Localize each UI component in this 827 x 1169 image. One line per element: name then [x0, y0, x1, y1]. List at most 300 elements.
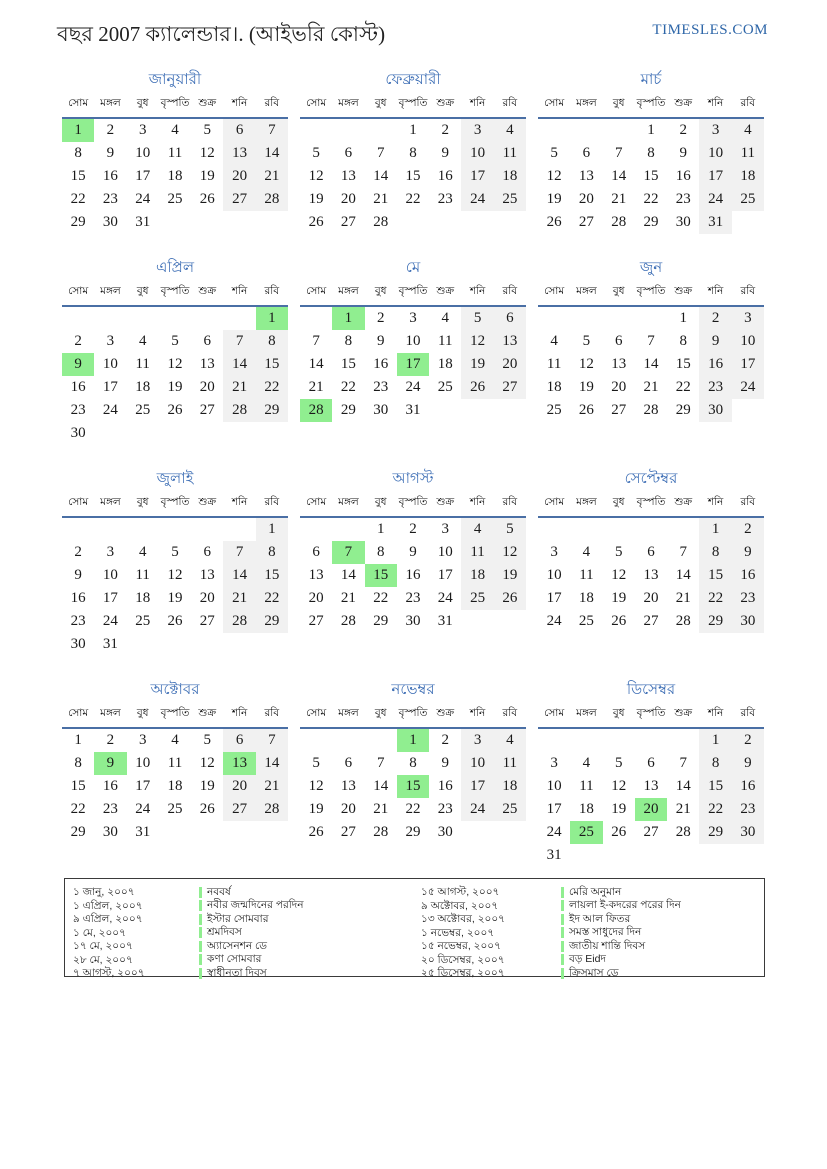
weekday-label: রবি: [502, 496, 518, 508]
weekday-label: রবি: [740, 496, 756, 508]
weekdays-row: [300, 284, 526, 307]
day-cell: 18: [494, 165, 526, 188]
day-cell: 7: [223, 330, 255, 353]
day-cell: 31: [102, 636, 118, 652]
weekday-label: বৃস্পতি: [398, 285, 428, 297]
day-cell: 20: [643, 590, 659, 606]
empty-day-cell: [603, 119, 635, 142]
legend-name: [199, 967, 421, 980]
legend-name: [561, 886, 758, 899]
empty-day-cell: [223, 821, 255, 844]
week-row: [300, 188, 526, 211]
day-cell: 19: [167, 379, 183, 395]
day-cell: 1: [332, 307, 364, 330]
weekday-label: রবি: [264, 97, 280, 109]
week-row: [300, 821, 526, 844]
day-cell: 21: [373, 191, 389, 207]
day-cell: 8: [409, 145, 417, 161]
day-cell: 14: [256, 142, 288, 165]
day-cell: 9: [62, 353, 94, 376]
week-row: [62, 587, 288, 610]
day-cell: 12: [461, 330, 493, 353]
day-cell: 3: [732, 307, 764, 330]
day-cell: 6: [494, 307, 526, 330]
day-cell: 10: [461, 142, 493, 165]
day-cell: 24: [461, 188, 493, 211]
weekday-label: শনি: [707, 285, 724, 297]
weekday-label: বুধ: [612, 97, 625, 109]
legend-date: ১ এপ্রিল, ২০০৭: [73, 899, 143, 912]
week-row: [300, 518, 526, 541]
day-cell: 29: [699, 610, 731, 633]
day-cell: 6: [344, 755, 353, 771]
day-cell: 22: [699, 587, 731, 610]
weekday-label: রবি: [740, 97, 756, 109]
day-cell: 30: [732, 821, 764, 844]
day-cell: 1: [74, 732, 82, 748]
day-cell: 29: [70, 824, 86, 840]
weekday-label: শনি: [469, 97, 486, 109]
day-cell: 9: [376, 333, 385, 349]
weekday-label: মঙ্গল: [576, 97, 597, 109]
day-cell: 4: [582, 544, 591, 560]
day-cell: 7: [679, 755, 688, 771]
site-logo-link[interactable]: TIMESLES.COM: [652, 22, 768, 38]
day-cell: 13: [643, 567, 659, 583]
weekday-label: সোম: [68, 707, 89, 719]
day-cell: 29: [70, 214, 86, 230]
day-cell: 5: [582, 333, 591, 349]
day-cell: 11: [167, 145, 183, 161]
day-cell: 30: [102, 824, 118, 840]
legend-date: ১৫ আগস্ট, ২০০৭: [421, 886, 500, 898]
day-cell: 14: [308, 356, 324, 372]
weekday-label: শুক্র: [436, 97, 455, 109]
holiday-tick-icon: [199, 887, 202, 898]
day-cell: 28: [675, 613, 691, 629]
day-cell: 22: [405, 801, 421, 817]
holiday-tick-icon: [199, 954, 202, 965]
holiday-legend: [64, 878, 765, 977]
empty-day-cell: [429, 211, 461, 234]
day-cell: 28: [611, 214, 627, 230]
day-cell: 28: [256, 188, 288, 211]
day-cell: 23: [102, 801, 118, 817]
day-cell: 11: [135, 567, 150, 583]
day-cell: 23: [70, 613, 86, 629]
empty-day-cell: [256, 211, 288, 234]
day-cell: 25: [732, 188, 764, 211]
week-row: [300, 376, 526, 399]
day-cell: 6: [344, 145, 353, 161]
empty-day-cell: [159, 821, 191, 844]
month-title: অক্টোবর: [150, 681, 200, 698]
day-cell: 10: [135, 755, 151, 771]
day-cell: 17: [461, 775, 493, 798]
week-row: [300, 729, 526, 752]
empty-day-cell: [538, 307, 570, 330]
day-cell: 23: [437, 191, 453, 207]
day-cell: 1: [699, 518, 731, 541]
month-block-1: [62, 68, 288, 234]
day-cell: 30: [70, 425, 86, 441]
day-cell: 10: [546, 567, 562, 583]
day-cell: 30: [675, 214, 691, 230]
weekday-label: বৃস্পতি: [160, 285, 190, 297]
day-cell: 7: [376, 755, 385, 771]
day-cell: 27: [494, 376, 526, 399]
empty-day-cell: [461, 399, 493, 422]
day-cell: 10: [102, 567, 118, 583]
day-cell: 2: [106, 122, 115, 138]
week-row: [62, 633, 288, 656]
day-cell: 9: [732, 541, 764, 564]
day-cell: 6: [312, 544, 320, 560]
day-cell: 22: [256, 587, 288, 610]
day-cell: 5: [494, 518, 526, 541]
day-cell: 22: [70, 191, 86, 207]
day-cell: 5: [312, 755, 320, 771]
day-cell: 13: [199, 567, 215, 583]
day-cell: 20: [494, 353, 526, 376]
day-cell: 4: [171, 122, 179, 138]
day-cell: 25: [494, 188, 526, 211]
empty-day-cell: [732, 844, 764, 867]
day-cell: 28: [373, 824, 389, 840]
day-cell: 15: [675, 356, 691, 372]
day-cell: 21: [675, 801, 691, 817]
weekday-label: বুধ: [374, 97, 387, 109]
day-cell: 28: [340, 613, 356, 629]
empty-day-cell: [603, 518, 635, 541]
weekdays-row: [300, 495, 526, 518]
legend-name-text: বড় Eidদ: [569, 953, 606, 965]
day-cell: 8: [647, 145, 655, 161]
month-title: আগস্ট: [392, 470, 434, 487]
day-cell: 22: [405, 191, 421, 207]
weekday-label: শুক্র: [198, 707, 217, 719]
day-cell: 1: [409, 122, 417, 138]
day-cell: 1: [62, 119, 94, 142]
weekday-label: সোম: [306, 97, 327, 109]
weekday-label: বৃস্পতি: [398, 97, 428, 109]
day-cell: 23: [373, 379, 389, 395]
empty-day-cell: [538, 729, 570, 752]
holiday-tick-icon: [199, 927, 202, 938]
empty-day-cell: [62, 518, 94, 541]
day-cell: 24: [405, 379, 421, 395]
day-cell: 13: [223, 142, 255, 165]
day-cell: 14: [256, 752, 288, 775]
day-cell: 16: [699, 353, 731, 376]
day-cell: 25: [570, 821, 602, 844]
day-cell: 31: [405, 402, 421, 418]
month-block-4: [62, 256, 288, 445]
day-cell: 18: [135, 590, 151, 606]
day-cell: 20: [199, 590, 215, 606]
day-cell: 7: [223, 541, 255, 564]
weekdays-row: [300, 96, 526, 119]
legend-name-text: অ্যাসেনশন ডে: [207, 939, 267, 952]
day-cell: 26: [578, 402, 594, 418]
holiday-tick-icon: [561, 968, 564, 979]
week-row: [62, 119, 288, 142]
weekday-label: শুক্র: [436, 496, 455, 508]
day-cell: 26: [199, 801, 215, 817]
weekday-label: মঙ্গল: [338, 97, 359, 109]
legend-name-text: লায়লা ই-কদরের পরের দিন: [569, 899, 681, 911]
day-cell: 25: [461, 587, 493, 610]
day-cell: 5: [550, 145, 558, 161]
months-grid: [62, 68, 764, 867]
empty-day-cell: [603, 307, 635, 330]
weekday-label: শনি: [707, 97, 724, 109]
day-cell: 24: [461, 798, 493, 821]
day-cell: 5: [171, 544, 179, 560]
day-cell: 16: [437, 778, 453, 794]
day-cell: 26: [308, 214, 324, 230]
week-row: [300, 610, 526, 633]
day-cell: 17: [699, 165, 731, 188]
week-row: [62, 729, 288, 752]
day-cell: 6: [223, 119, 255, 142]
empty-day-cell: [732, 399, 764, 422]
day-cell: 20: [340, 191, 356, 207]
weekday-label: বৃস্পতি: [160, 97, 190, 109]
legend-name: [199, 927, 421, 940]
day-cell: 7: [614, 145, 623, 161]
day-cell: 8: [699, 752, 731, 775]
weekday-label: শনি: [231, 97, 248, 109]
day-cell: 21: [308, 379, 324, 395]
weekday-label: শনি: [231, 707, 248, 719]
day-cell: 12: [167, 356, 183, 372]
empty-day-cell: [570, 729, 602, 752]
empty-day-cell: [494, 399, 526, 422]
holiday-tick-icon: [561, 954, 564, 965]
week-row: [300, 541, 526, 564]
day-cell: 1: [256, 307, 288, 330]
empty-day-cell: [191, 211, 223, 234]
day-cell: 9: [409, 544, 417, 560]
legend-date: ২৮ মে, ২০০৭: [73, 953, 133, 966]
day-cell: 4: [461, 518, 493, 541]
day-cell: 22: [256, 376, 288, 399]
weekday-label: মঙ্গল: [576, 496, 597, 508]
day-cell: 23: [102, 191, 118, 207]
week-row: [62, 353, 288, 376]
legend-date: ১৭ মে, ২০০৭: [73, 940, 133, 952]
holiday-tick-icon: [199, 941, 202, 952]
week-row: [62, 564, 288, 587]
empty-day-cell: [461, 821, 493, 844]
week-row: [300, 142, 526, 165]
week-row: [62, 399, 288, 422]
weekday-label: বৃস্পতি: [160, 496, 190, 508]
day-cell: 29: [373, 613, 389, 629]
day-cell: 2: [732, 518, 764, 541]
day-cell: 9: [441, 145, 450, 161]
weekday-label: বৃস্পতি: [398, 707, 428, 719]
weekday-label: রবি: [264, 496, 280, 508]
day-cell: 1: [397, 729, 429, 752]
day-cell: 26: [167, 613, 183, 629]
day-cell: 28: [223, 610, 255, 633]
day-cell: 16: [437, 168, 453, 184]
empty-day-cell: [538, 119, 570, 142]
day-cell: 23: [732, 798, 764, 821]
month-title: জুন: [639, 259, 663, 276]
month-block-12: [538, 678, 764, 867]
legend-name-text: ইদ আল ফিতর: [569, 912, 631, 925]
day-cell: 5: [312, 145, 320, 161]
weekday-label: শুক্র: [198, 496, 217, 508]
weekday-label: বুধ: [136, 97, 149, 109]
day-cell: 8: [409, 755, 417, 771]
week-row: [300, 211, 526, 234]
day-cell: 15: [256, 353, 288, 376]
day-cell: 11: [546, 356, 562, 372]
day-cell: 19: [199, 168, 215, 184]
day-cell: 21: [340, 590, 356, 606]
empty-day-cell: [300, 729, 332, 752]
weekday-label: শনি: [469, 285, 486, 297]
day-cell: 11: [167, 755, 183, 771]
day-cell: 3: [461, 119, 493, 142]
empty-day-cell: [603, 844, 635, 867]
day-cell: 13: [494, 330, 526, 353]
week-row: [538, 518, 764, 541]
day-cell: 9: [679, 145, 688, 161]
week-row: [538, 587, 764, 610]
day-cell: 19: [578, 379, 594, 395]
day-cell: 16: [373, 356, 389, 372]
week-row: [62, 188, 288, 211]
day-cell: 3: [106, 333, 115, 349]
day-cell: 10: [102, 356, 118, 372]
legend-name: [561, 940, 758, 953]
weekday-label: শুক্র: [674, 97, 693, 109]
day-cell: 26: [494, 587, 526, 610]
legend-date: ২০ ডিসেম্বর, ২০০৭: [421, 953, 505, 966]
week-row: [62, 376, 288, 399]
week-row: [538, 564, 764, 587]
day-cell: 20: [223, 165, 255, 188]
weekday-label: শনি: [469, 707, 486, 719]
month-block-9: [538, 467, 764, 633]
legend-name: [561, 967, 758, 980]
day-cell: 3: [699, 119, 731, 142]
day-cell: 6: [647, 544, 655, 560]
day-cell: 26: [611, 613, 627, 629]
weekday-label: বুধ: [612, 285, 625, 297]
holiday-tick-icon: [561, 941, 564, 952]
weekday-label: সোম: [306, 496, 327, 508]
day-cell: 19: [611, 801, 627, 817]
day-cell: 13: [340, 778, 356, 794]
day-cell: 15: [70, 168, 86, 184]
week-row: [538, 353, 764, 376]
day-cell: 18: [494, 775, 526, 798]
legend-name: [561, 900, 758, 913]
week-row: [538, 541, 764, 564]
day-cell: 22: [699, 798, 731, 821]
day-cell: 14: [223, 353, 255, 376]
day-cell: 7: [312, 333, 320, 349]
day-cell: 2: [106, 732, 115, 748]
month-block-7: [62, 467, 288, 656]
holiday-legend-grid: [73, 886, 758, 980]
weekday-label: সোম: [306, 285, 327, 297]
day-cell: 21: [643, 379, 659, 395]
week-row: [62, 798, 288, 821]
empty-day-cell: [159, 518, 191, 541]
day-cell: 9: [74, 567, 82, 583]
day-cell: 16: [732, 775, 764, 798]
day-cell: 24: [546, 613, 562, 629]
empty-day-cell: [365, 119, 397, 142]
day-cell: 19: [167, 590, 183, 606]
day-cell: 12: [199, 755, 215, 771]
day-cell: 17: [102, 379, 118, 395]
weekday-label: রবি: [740, 707, 756, 719]
week-row: [538, 165, 764, 188]
legend-name: [199, 886, 421, 899]
day-cell: 19: [308, 191, 324, 207]
day-cell: 23: [699, 376, 731, 399]
day-cell: 25: [578, 613, 594, 629]
month-block-8: [300, 467, 526, 633]
day-cell: 13: [223, 752, 255, 775]
empty-day-cell: [223, 307, 255, 330]
empty-day-cell: [332, 729, 364, 752]
empty-day-cell: [570, 844, 602, 867]
day-cell: 12: [546, 168, 562, 184]
weekday-label: বৃস্পতি: [636, 707, 666, 719]
day-cell: 4: [441, 310, 450, 326]
empty-day-cell: [667, 844, 699, 867]
weekday-label: বৃস্পতি: [636, 285, 666, 297]
day-cell: 6: [203, 544, 212, 560]
holiday-tick-icon: [199, 914, 202, 925]
legend-name-text: কণা সোমবার: [207, 953, 262, 965]
day-cell: 27: [223, 188, 255, 211]
week-row: [538, 211, 764, 234]
day-cell: 28: [300, 399, 332, 422]
day-cell: 16: [102, 168, 118, 184]
week-row: [300, 587, 526, 610]
day-cell: 7: [332, 541, 364, 564]
day-cell: 3: [461, 729, 493, 752]
weekday-label: শনি: [707, 707, 724, 719]
day-cell: 19: [546, 191, 562, 207]
weekday-label: শনি: [469, 496, 486, 508]
weekday-label: মঙ্গল: [100, 707, 121, 719]
day-cell: 20: [223, 775, 255, 798]
day-cell: 5: [614, 544, 623, 560]
legend-name-text: নববর্ষ: [207, 885, 231, 898]
month-title: সেপ্টেম্বর: [624, 470, 678, 487]
weekday-label: মঙ্গল: [338, 285, 359, 297]
week-row: [62, 165, 288, 188]
holiday-tick-icon: [561, 914, 564, 925]
day-cell: 17: [102, 590, 118, 606]
day-cell: 11: [494, 142, 526, 165]
weekday-label: বৃস্পতি: [636, 97, 666, 109]
day-cell: 11: [579, 778, 594, 794]
day-cell: 14: [373, 778, 389, 794]
day-cell: 3: [138, 122, 147, 138]
